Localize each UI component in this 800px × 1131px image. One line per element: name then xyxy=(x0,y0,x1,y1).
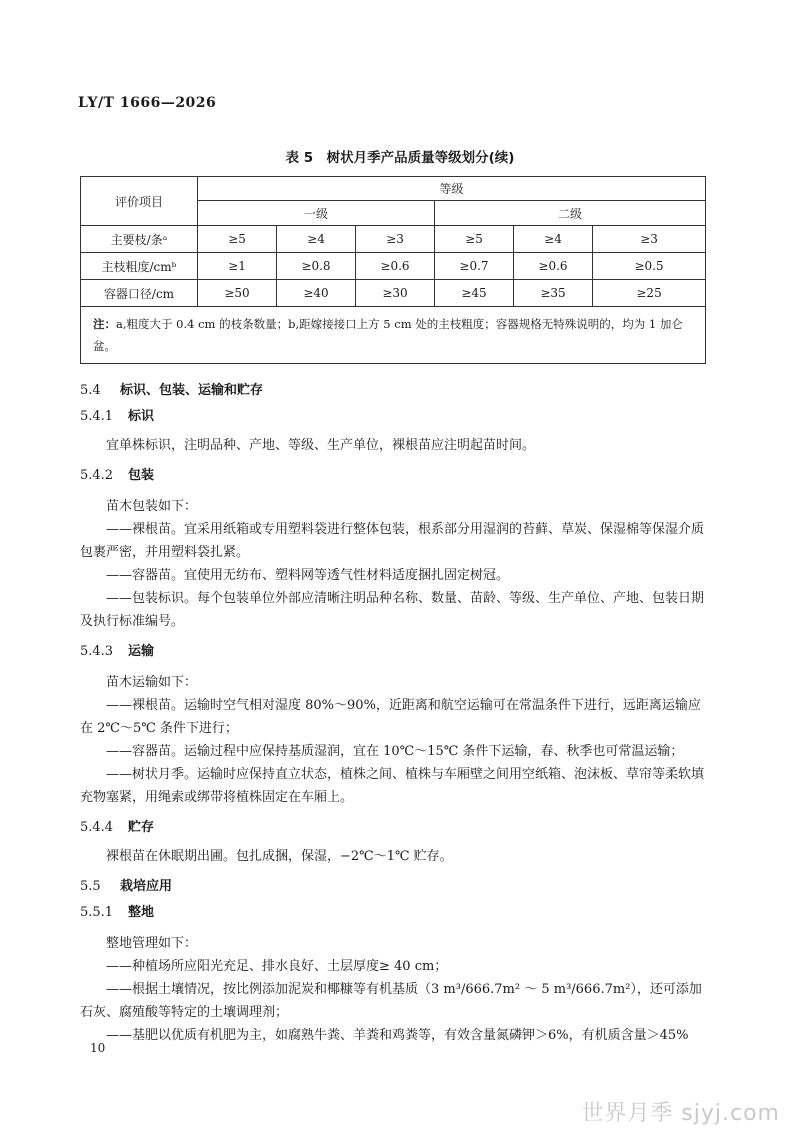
watermark: 世界月季 sjyj.com xyxy=(581,1101,780,1126)
list-item: ——基肥以优质有机肥为主，如腐熟牛粪、羊粪和鸡粪等，有效含量氮磷钾＞6%，有机质含量＞45% xyxy=(106,1028,689,1043)
list-item: ——裸根苗。运输时空气相对湿度 80%～90%，近距离和航空运输可在常温条件下进行，远距离运输应在 2℃～5℃ 条件下进行； xyxy=(80,698,701,736)
cell: ≥0.6 xyxy=(514,253,593,280)
section-title: 包装 xyxy=(128,468,155,483)
section-title: 栽培应用 xyxy=(120,879,173,894)
paragraph: 整地管理如下： xyxy=(106,936,198,951)
table-row xyxy=(81,226,706,253)
cell: ≥4 xyxy=(277,226,356,253)
cell: ≥5 xyxy=(435,226,514,253)
section-number: 5.4.4 xyxy=(80,820,114,835)
row-label: 主枝粗度/cmᵇ xyxy=(81,253,198,280)
page-number: 10 xyxy=(90,1041,106,1055)
section-number: 5.5.1 xyxy=(80,905,114,920)
standard-code: LY/T 1666—2026 xyxy=(78,95,217,111)
table-row xyxy=(81,253,706,280)
cell: ≥40 xyxy=(277,280,356,307)
quality-grade-table xyxy=(80,176,706,364)
list-item: ——裸根苗。宜采用纸箱或专用塑料袋进行整体包装，根系部分用湿润的苔藓、草炭、保湿棉等保湿介质包裹严密，并用塑料袋扎紧。 xyxy=(80,522,705,560)
header-grade-1: 一级 xyxy=(198,201,435,226)
header-grade-2: 二级 xyxy=(435,201,706,226)
cell: ≥3 xyxy=(593,226,706,253)
row-label: 主要枝/条ᵃ xyxy=(81,226,198,253)
section-number: 5.4 xyxy=(80,383,101,398)
header-grade: 等级 xyxy=(198,177,706,201)
cell: ≥0.7 xyxy=(435,253,514,280)
cell: ≥45 xyxy=(435,280,514,307)
cell: ≥25 xyxy=(593,280,706,307)
section-heading xyxy=(80,639,710,665)
header-item: 评价项目 xyxy=(81,177,198,226)
note-text: a,粗度大于 0.4 cm 的枝条数量；b,距嫁接接口上方 5 cm 处的主枝粗度；容器规格无特殊说明的，均为 1 加仑盆。 xyxy=(93,317,683,353)
section-heading xyxy=(80,874,710,900)
section-heading xyxy=(80,378,710,404)
list-item: ——种植场所应阳光充足、排水良好、土层厚度≥ 40 cm； xyxy=(106,959,448,974)
section-title: 标识、包装、运输和贮存 xyxy=(120,383,264,398)
list-item: ——容器苗。宜使用无纺布、塑料网等透气性材料适度捆扎固定树冠。 xyxy=(106,568,510,583)
section-heading xyxy=(80,404,710,430)
section-heading xyxy=(80,900,710,926)
body-content xyxy=(80,378,710,1047)
section-title: 运输 xyxy=(128,644,155,659)
list-item: ——包装标识。每个包装单位外部应清晰注明品种名称、数量、苗龄、等级、生产单位、产地、包装日期及执行标准编号。 xyxy=(80,591,705,629)
cell: ≥35 xyxy=(514,280,593,307)
cell: ≥50 xyxy=(198,280,277,307)
cell: ≥5 xyxy=(198,226,277,253)
list-item: ——树状月季。运输时应保持直立状态，植株之间、植株与车厢壁之间用空纸箱、泡沫板、草帘等柔软填充物塞紧，用绳索或绑带将植株固定在车厢上。 xyxy=(80,767,705,805)
section-title: 整地 xyxy=(128,905,155,920)
section-number: 5.4.3 xyxy=(80,644,114,659)
section-number: 5.4.2 xyxy=(80,468,114,483)
section-heading xyxy=(80,463,710,489)
cell: ≥0.8 xyxy=(277,253,356,280)
list-item: ——容器苗。运输过程中应保持基质湿润，宜在 10℃～15℃ 条件下运输，春、秋季也可常温运输； xyxy=(106,744,684,759)
cell: ≥3 xyxy=(356,226,435,253)
paragraph: 苗木包装如下： xyxy=(106,499,198,514)
section-heading xyxy=(80,815,710,841)
list-item: ——根据土壤情况，按比例添加泥炭和椰糠等有机基质（3 m³/666.7m² ～ 5 m³/666.7m²），还可添加石灰、腐殖酸等特定的土壤调理剂； xyxy=(80,982,702,1020)
cell: ≥30 xyxy=(356,280,435,307)
section-number: 5.5 xyxy=(80,879,101,894)
note-label: 注： xyxy=(93,317,116,331)
row-label: 容器口径/cm xyxy=(81,280,198,307)
cell: ≥1 xyxy=(198,253,277,280)
table-note xyxy=(81,307,706,364)
paragraph: 苗木运输如下： xyxy=(106,675,198,690)
section-title: 贮存 xyxy=(128,820,155,835)
paragraph: 裸根苗在休眠期出圃。包扎成捆，保湿，−2℃～1℃ 贮存。 xyxy=(106,849,453,864)
table-row xyxy=(81,280,706,307)
table-title: 表 5 树状月季产品质量等级划分(续) xyxy=(285,150,515,166)
cell: ≥0.6 xyxy=(356,253,435,280)
cell: ≥4 xyxy=(514,226,593,253)
cell: ≥0.5 xyxy=(593,253,706,280)
paragraph: 宜单株标识，注明品种、产地、等级、生产单位，裸根苗应注明起苗时间。 xyxy=(106,438,536,453)
section-title: 标识 xyxy=(128,409,155,424)
section-number: 5.4.1 xyxy=(80,409,114,424)
